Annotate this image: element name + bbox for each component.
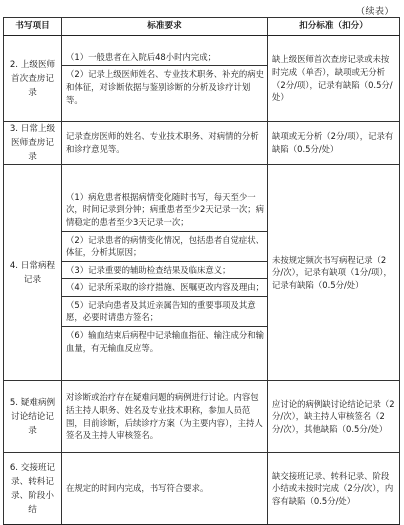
table-row xyxy=(4,381,400,453)
table-row xyxy=(4,165,400,381)
table-row xyxy=(4,453,400,525)
deduction-text: 缺交接班记录、转科记录、阶段小结或未按时完成（2分/次），内容有缺陷（0.5分/处） xyxy=(268,453,400,525)
requirement-entry: （5）记录向患者及其近亲属告知的重要事项及其意愿，必要时请患方签名； xyxy=(62,297,267,327)
header-deduction: 扣分标准（扣分） xyxy=(268,18,400,36)
requirement-entry: 对诊断或治疗存在疑难问题的病例进行讨论。内容包括主持人职务、姓名及专业技术职称，参加人员范围，目前诊断，后续诊疗方案（为主要内容），主持人签名及主持人审核签名。 xyxy=(62,381,268,453)
table-row xyxy=(4,122,400,165)
row-item: 4. 日常病程记录 xyxy=(4,165,62,381)
deduction-text: 缺项或无分析（2分/项），记录有缺陷（0.5分/处） xyxy=(268,122,400,165)
requirement-entry: （1）病危患者根据病情变化随时书写，每天至少一次，时间记录到分钟；病重患者至少2天记录一次；病情稳定的患者至少3天记录一次； xyxy=(62,189,267,232)
requirement-entry: （2）记录上级医师姓名、专业技术职务、补充的病史和体征，对诊断依据与鉴别诊断的分析及诊疗计划等。 xyxy=(66,69,264,105)
requirement-entry: （4）记录所采取的诊疗措施、医嘱更改内容及理由； xyxy=(62,279,267,297)
row-item: 3. 日常上级医师查房记录 xyxy=(4,122,62,165)
header-requirement: 标准要求 xyxy=(62,18,268,36)
row-item: 6. 交接班记录、转科记录、阶段小结 xyxy=(4,453,62,525)
requirement-entry: 记录查房医师的姓名、专业技术职务、对病情的分析和诊疗意见等。 xyxy=(62,122,268,165)
row-item: 2. 上级医师首次查房记录 xyxy=(4,36,62,122)
requirement-entry: （1）一般患者在入院后48小时内完成； xyxy=(62,49,267,67)
deduction-text: 未按规定频次书写病程记录（2分/次），记录有缺项（1分/项），记录有缺陷（0.5分/处） xyxy=(268,165,400,381)
row-item: 5. 疑难病例讨论结论记录 xyxy=(4,381,62,453)
header-item: 书写项目 xyxy=(4,18,62,36)
requirement-entry: （6）输血结束后病程中记录输血指征、输注成分和输血量，有无输血反应等。 xyxy=(66,330,264,353)
table-header xyxy=(4,18,400,36)
continued-label: （续表） xyxy=(355,7,394,17)
requirement-entry: 在规定的时间内完成，书写符合要求。 xyxy=(62,453,268,525)
requirement-entry: （2）记录患者的病情变化情况，包括患者自觉症状、体征，分析其原因； xyxy=(62,232,267,262)
requirement-entry: （3）记录重要的辅助检查结果及临床意义； xyxy=(62,262,267,280)
deduction-text: 应讨论的病例缺讨论结论记录（2分/次），缺主持人审核签名（2分/次），其他缺陷（0.5分/处） xyxy=(268,381,400,453)
deduction-text: 缺上级医师首次查房记录或未按时完成（单否），缺项或无分析（2分/项），记录有缺陷（0.5分/处） xyxy=(268,36,400,122)
table-row xyxy=(4,36,400,122)
standards-table xyxy=(3,17,400,525)
